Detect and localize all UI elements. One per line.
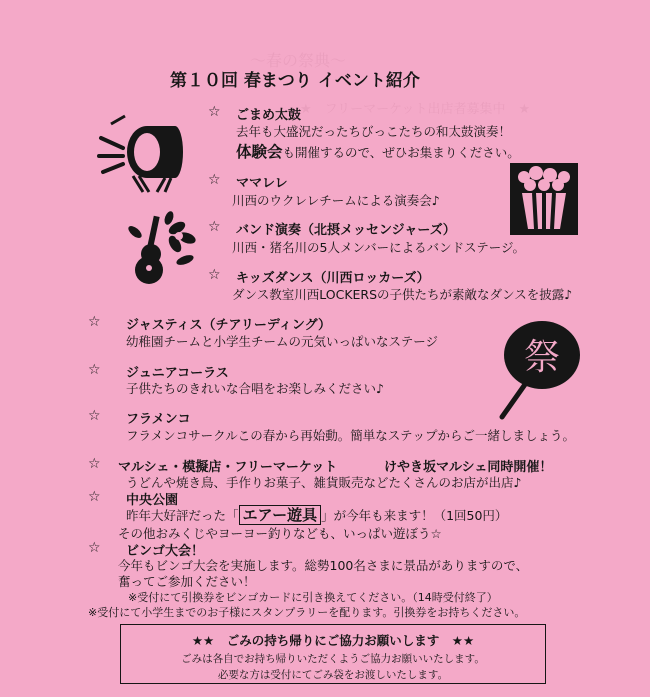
ukulele-flower-icon — [125, 208, 200, 288]
event-heading: 中央公園 — [126, 493, 179, 508]
uchiwa-kanji: 祭 — [523, 337, 561, 378]
garbage-notice-box — [120, 624, 546, 684]
star-bullet: ☆ — [88, 408, 101, 424]
event-desc: 今年もビンゴ大会を実施します。総勢100名さまに景品がありますので、 — [118, 558, 529, 573]
event-heading: フラメンコ — [126, 412, 191, 427]
event-desc: 子供たちのきれいな合唱をお楽しみください♪ — [126, 381, 384, 396]
star-bullet: ☆ — [88, 540, 101, 556]
event-heading: ビンゴ大会！ — [126, 544, 205, 559]
event-desc: 川西・猪名川の5人メンバーによるバンドステージ。 — [232, 240, 525, 255]
event-heading: ごまめ太鼓 — [236, 108, 302, 123]
popcorn-icon — [510, 163, 578, 235]
event-heading: バンド演奏（北摂メッセンジャーズ） — [236, 223, 456, 238]
emphasis-text: 体験会 — [236, 143, 283, 161]
event-desc-row — [126, 504, 507, 525]
star-bullet: ☆ — [88, 314, 101, 330]
event-desc: 川西のウクレレチームによる演奏会♪ — [232, 193, 440, 208]
emphasis-box: エアー遊具 — [239, 505, 322, 525]
showthrough-text: ～春の祭典～ — [250, 51, 347, 70]
event-desc: ダンス教室川西LOCKERSの子供たちが素敵なダンスを披露♪ — [232, 287, 573, 302]
event-desc: 奮ってご参加ください！ — [118, 574, 256, 589]
taiko-drum-icon — [95, 112, 190, 197]
showthrough-text: ★ フリーマーケット出店者募集中 ★ — [300, 102, 531, 117]
event-desc: 」が今年も来ます！（1回50円） — [321, 508, 508, 523]
event-desc: 昨年大好評だった「 — [126, 508, 239, 523]
event-desc: も開催するので、ぜひお集まりください。 — [282, 145, 520, 160]
star-bullet: ☆ — [208, 219, 221, 235]
festival-uchiwa-fan-icon — [490, 317, 585, 422]
event-note: ※受付にて引換券をビンゴカードに引き換えてください。（14時受付終了） — [128, 591, 498, 604]
star-bullet: ☆ — [88, 362, 101, 378]
event-desc: フラメンコサークルこの春から再始動。簡単なステップからご一緒しましょう。 — [126, 428, 576, 443]
event-heading: ママレレ — [236, 176, 288, 191]
event-highlight: けやき坂マルシェ同時開催！ — [384, 460, 553, 475]
event-desc: その他おみくじやヨーヨー釣りなども、いっぱい遊ぼう☆ — [118, 526, 442, 541]
event-desc-row — [236, 140, 520, 162]
stamp-rally-note: ※受付にて小学生までのお子様にスタンプラリーを配ります。引換券をお持ちください。 — [88, 606, 526, 619]
star-bullet: ☆ — [88, 456, 101, 472]
star-bullet: ☆ — [208, 172, 221, 188]
event-heading: マルシェ・模擬店・フリーマーケット — [118, 460, 338, 475]
notice-line: ごみは各自でお持ち帰りいただくようご協力お願いいたします。 — [181, 653, 485, 665]
event-desc: 幼稚園チームと小学生チームの元気いっぱいなステージ — [126, 334, 439, 349]
star-bullet: ☆ — [208, 267, 221, 283]
notice-line: 必要な方は受付にてごみ袋をお渡しいたします。 — [217, 669, 449, 681]
star-bullet: ☆ — [88, 489, 101, 505]
event-desc: 去年も大盛況だったちびっこたちの和太鼓演奏！ — [236, 124, 512, 139]
event-heading: ジャスティス（チアリーディング） — [126, 318, 332, 333]
event-heading: ジュニアコーラス — [126, 366, 229, 381]
notice-title: ★★ ごみの持ち帰りにご協力お願いします ★★ — [191, 633, 475, 648]
event-heading: キッズダンス（川西ロッカーズ） — [236, 271, 430, 286]
page-title: 第１０回 春まつり イベント紹介 — [170, 71, 420, 91]
star-bullet: ☆ — [208, 104, 221, 120]
event-desc: うどんや焼き鳥、手作りお菓子、雑貨販売などたくさんのお店が出店♪ — [126, 475, 522, 490]
